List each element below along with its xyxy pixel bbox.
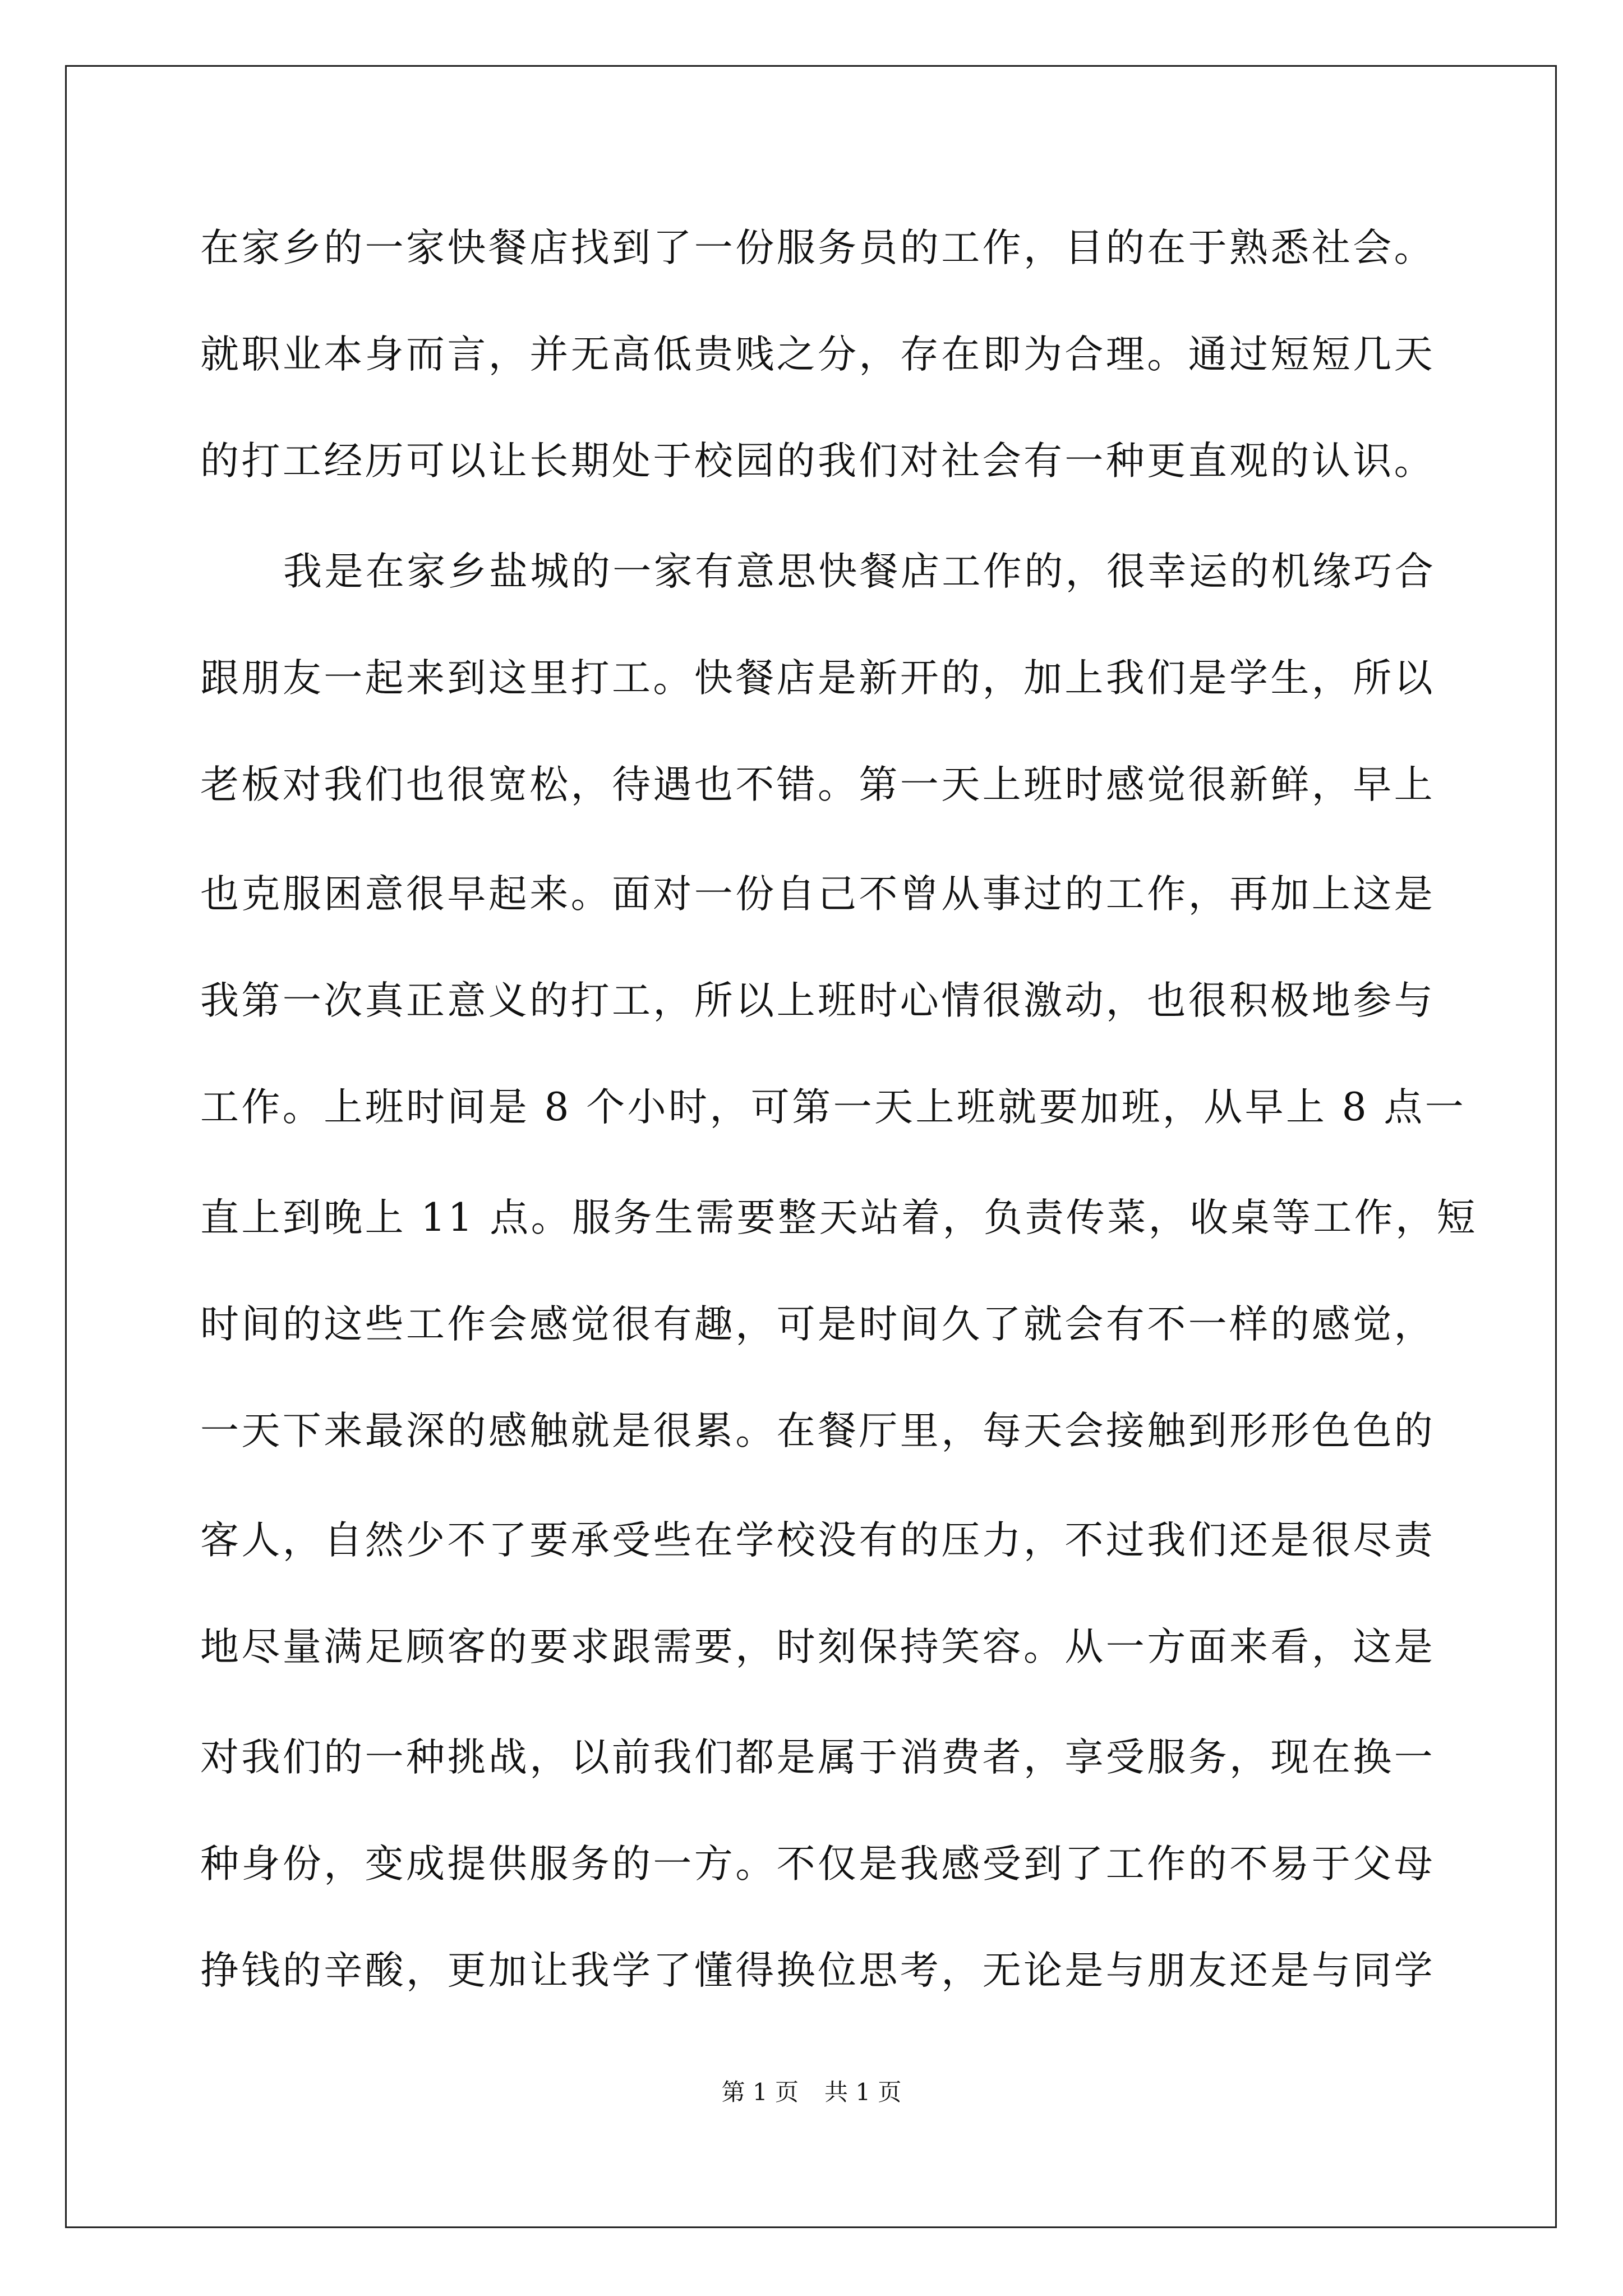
text-line: 跟朋友一起来到这里打工。快餐店是新开的，加上我们是学生，所以 <box>200 656 1435 701</box>
text-line: 地尽量满足顾客的要求跟需要，时刻保持笑容。从一方面来看，这是 <box>200 1625 1435 1669</box>
text-line: 一天下来最深的感触就是很累。在餐厅里，每天会接触到形形色色的 <box>200 1409 1435 1453</box>
text-line: 的打工经历可以让长期处于校园的我们对社会有一种更直观的认识。 <box>200 439 1435 484</box>
text-line: 种身份，变成提供服务的一方。不仅是我感受到了工作的不易于父母 <box>200 1842 1435 1887</box>
page-footer <box>0 2076 1623 2109</box>
text-line: 就职业本身而言，并无高低贵贱之分，存在即为合理。通过短短几天 <box>200 332 1435 377</box>
text-line: 对我们的一种挑战，以前我们都是属于消费者，享受服务，现在换一 <box>200 1735 1435 1780</box>
page-border <box>65 65 1557 2228</box>
paragraph-start-line: 我是在家乡盐城的一家有意思快餐店工作的，很幸运的机缘巧合 <box>283 549 1436 594</box>
page-number-total: 共 1 页 <box>824 2078 902 2106</box>
text-line: 客人，自然少不了要承受些在学校没有的压力，不过我们还是很尽责 <box>200 1518 1435 1563</box>
text-line: 直上到晚上 11 点。服务生需要整天站着，负责传菜，收桌等工作，短 <box>200 1195 1478 1240</box>
text-line: 挣钱的辛酸，更加让我学了懂得换位思考，无论是与朋友还是与同学 <box>200 1948 1435 1993</box>
text-line: 在家乡的一家快餐店找到了一份服务员的工作，目的在于熟悉社会。 <box>200 226 1435 270</box>
text-line: 我第一次真正意义的打工，所以上班时心情很激动，也很积极地参与 <box>200 978 1435 1023</box>
text-line: 也克服困意很早起来。面对一份自己不曾从事过的工作，再加上这是 <box>200 872 1435 917</box>
text-line: 工作。上班时间是 8 个小时，可第一天上班就要加班，从早上 8 点一 <box>200 1085 1467 1130</box>
text-line: 时间的这些工作会感觉很有趣，可是时间久了就会有不一样的感觉， <box>200 1302 1435 1347</box>
text-line: 老板对我们也很宽松，待遇也不错。第一天上班时感觉很新鲜，早上 <box>200 762 1435 807</box>
page-number-current: 第 1 页 <box>721 2078 799 2106</box>
